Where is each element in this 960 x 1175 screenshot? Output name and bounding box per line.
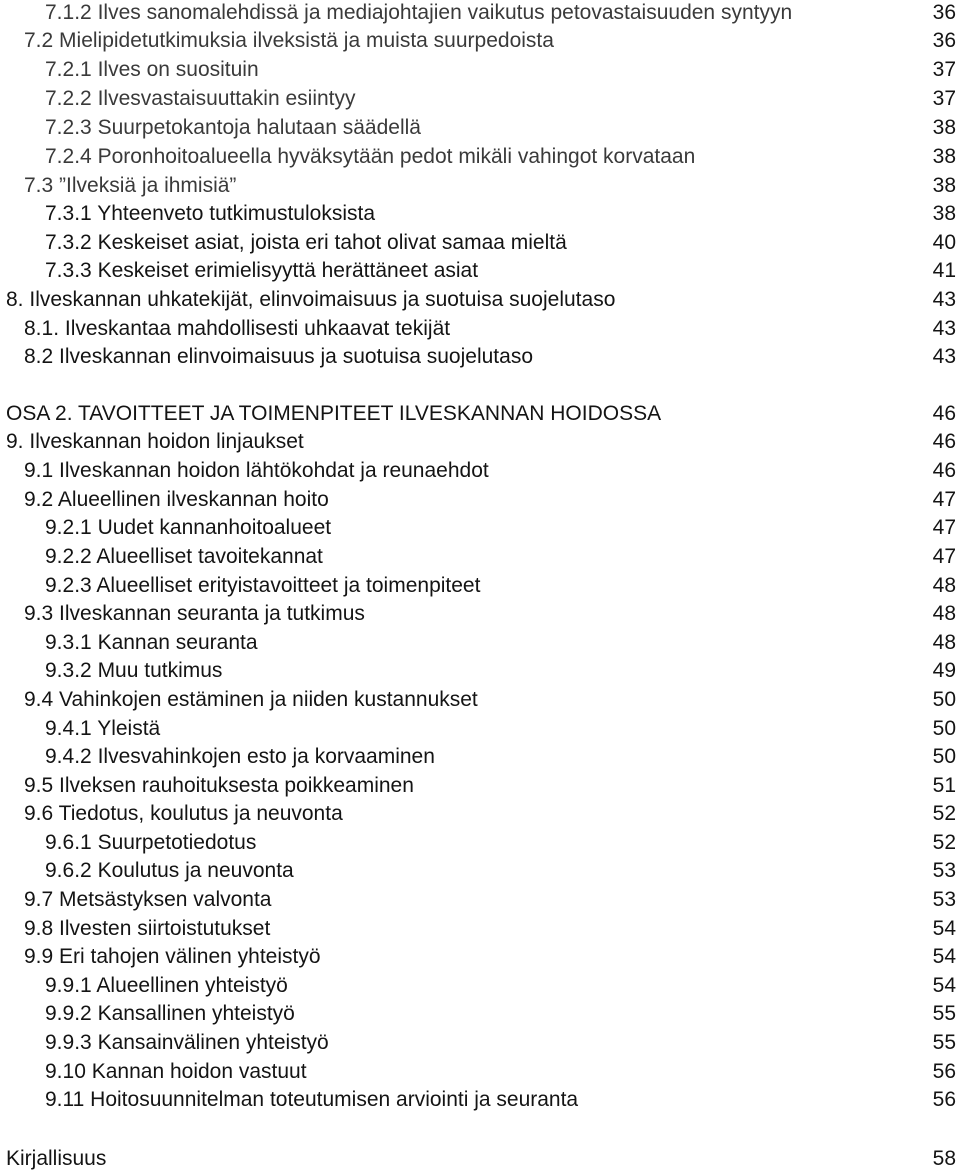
toc-page-number: 56 [932, 1088, 956, 1111]
toc-entry-label: 9.2 Alueellinen ilveskannan hoito [24, 488, 329, 511]
toc-entry-7-2-4[interactable] [0, 143, 956, 171]
toc-entry-9-3-2[interactable] [0, 657, 956, 685]
toc-page-number: 54 [932, 917, 956, 940]
toc-entry-label: 9.11 Hoitosuunnitelman toteutumisen arviointi ja seuranta [45, 1088, 579, 1111]
toc-entry-label: 9.1 Ilveskannan hoidon lähtökohdat ja reunaehdot [24, 459, 489, 482]
toc-page-number: 38 [932, 174, 956, 197]
toc-page-number: 48 [932, 602, 956, 625]
toc-entry-label: 9.4.2 Ilvesvahinkojen esto ja korvaaminen [45, 745, 435, 768]
toc-entry-label: 9.2.1 Uudet kannanhoitoalueet [45, 516, 332, 539]
toc-entry-7-3-2[interactable] [0, 229, 956, 257]
toc-page-number: 49 [932, 659, 956, 682]
toc-entry-label: 9.3.2 Muu tutkimus [45, 659, 223, 682]
toc-entry-8-2[interactable] [0, 343, 956, 371]
toc-entry-9-7[interactable] [0, 886, 956, 914]
toc-entry-label: 9.8 Ilvesten siirtoistutukset [24, 917, 271, 940]
toc-entry-label: 7.2.4 Poronhoitoalueella hyväksytään pedot mikäli vahingot korvataan [45, 145, 696, 168]
toc-entry-9-3[interactable] [0, 600, 956, 628]
toc-entry-9-10[interactable] [0, 1058, 956, 1086]
toc-page-number: 58 [932, 1147, 956, 1170]
toc-entry-9[interactable] [0, 428, 956, 456]
toc-page-number: 47 [932, 516, 956, 539]
toc-entry-label: 9.9.1 Alueellinen yhteistyö [45, 974, 288, 997]
toc-entry-label: OSA 2. TAVOITTEET JA TOIMENPITEET ILVESKANNAN HOIDOSSA [6, 402, 662, 425]
toc-page-number: 37 [932, 58, 956, 81]
toc-page-number: 56 [932, 1060, 956, 1083]
toc-entry-9-2-2[interactable] [0, 543, 956, 571]
toc-page-number: 43 [932, 345, 956, 368]
toc-page-number: 43 [932, 288, 956, 311]
toc-page-number: 48 [932, 631, 956, 654]
toc-entry-7-2-1[interactable] [0, 56, 956, 84]
toc-entry-label: 9.6 Tiedotus, koulutus ja neuvonta [24, 802, 343, 825]
toc-page-number: 50 [932, 717, 956, 740]
toc-entry-9-5[interactable] [0, 772, 956, 800]
toc-entry-7-2-3[interactable] [0, 114, 956, 142]
toc-entry-9-6-2[interactable] [0, 857, 956, 885]
toc-page-number: 54 [932, 974, 956, 997]
toc-entry-9-2-3[interactable] [0, 572, 956, 600]
toc-entry-label: 9.7 Metsästyksen valvonta [24, 888, 272, 911]
toc-entry-label: 9.6.1 Suurpetotiedotus [45, 831, 257, 854]
toc-entry-7-1-2[interactable] [0, 0, 956, 27]
toc-entry-label: 7.2.1 Ilves on suosituin [45, 58, 259, 81]
toc-entry-label: 9.3.1 Kannan seuranta [45, 631, 258, 654]
toc-page-number: 54 [932, 945, 956, 968]
toc-entry-label: 8.1. Ilveskantaa mahdollisesti uhkaavat tekijät [24, 317, 451, 340]
toc-page-number: 40 [932, 231, 956, 254]
toc-entry-label: 9.9 Eri tahojen välinen yhteistyö [24, 945, 321, 968]
toc-entry-7-3-3[interactable] [0, 257, 956, 285]
toc-page-number: 38 [932, 202, 956, 225]
toc-entry-kirjallisuus[interactable] [0, 1145, 956, 1173]
toc-page-number: 38 [932, 116, 956, 139]
toc-entry-label: 9.6.2 Koulutus ja neuvonta [45, 859, 294, 882]
toc-entry-9-6-1[interactable] [0, 829, 956, 857]
toc-entry-osa-2[interactable] [0, 400, 956, 428]
toc-entry-label: 9.5 Ilveksen rauhoituksesta poikkeaminen [24, 774, 414, 797]
toc-entry-9-1[interactable] [0, 457, 956, 485]
toc-entry-9-2[interactable] [0, 486, 956, 514]
toc-entry-9-8[interactable] [0, 915, 956, 943]
toc-entry-label: 9.2.3 Alueelliset erityistavoitteet ja toimenpiteet [45, 574, 481, 597]
toc-entry-label: 9.4 Vahinkojen estäminen ja niiden kustannukset [24, 688, 478, 711]
toc-page-number: 52 [932, 831, 956, 854]
toc-entry-9-11[interactable] [0, 1086, 956, 1114]
toc-entry-9-2-1[interactable] [0, 514, 956, 542]
toc-entry-7-3-1[interactable] [0, 200, 956, 228]
toc-page-number: 36 [932, 29, 956, 52]
toc-entry-9-4-1[interactable] [0, 715, 956, 743]
toc-entry-label: 7.3.1 Yhteenveto tutkimustuloksista [45, 202, 375, 225]
toc-entry-label: Kirjallisuus [6, 1147, 107, 1170]
toc-entry-9-3-1[interactable] [0, 629, 956, 657]
toc-entry-label: 7.2.2 Ilvesvastaisuuttakin esiintyy [45, 87, 356, 110]
toc-entry-label: 9.9.2 Kansallinen yhteistyö [45, 1002, 295, 1025]
toc-page-number: 52 [932, 802, 956, 825]
toc-entry-7-3[interactable] [0, 172, 956, 200]
toc-page-number: 55 [932, 1002, 956, 1025]
toc-entry-label: 7.2.3 Suurpetokantoja halutaan säädellä [45, 116, 421, 139]
toc-entry-label: 8. Ilveskannan uhkatekijät, elinvoimaisuus ja suotuisa suojelutaso [6, 288, 616, 311]
toc-entry-label: 7.3 ”Ilveksiä ja ihmisiä” [24, 174, 237, 197]
toc-entry-8[interactable] [0, 286, 956, 314]
toc-page-number: 47 [932, 488, 956, 511]
toc-page-number: 51 [932, 774, 956, 797]
toc-page-number: 47 [932, 545, 956, 568]
toc-entry-label: 9.9.3 Kansainvälinen yhteistyö [45, 1031, 329, 1054]
toc-entry-label: 9.2.2 Alueelliset tavoitekannat [45, 545, 323, 568]
toc-entry-label: 9. Ilveskannan hoidon linjaukset [6, 430, 304, 453]
toc-entry-label: 9.10 Kannan hoidon vastuut [45, 1060, 307, 1083]
toc-entry-9-6[interactable] [0, 800, 956, 828]
toc-page-number: 46 [932, 459, 956, 482]
toc-page-number: 53 [932, 859, 956, 882]
toc-page-number: 37 [932, 87, 956, 110]
toc-entry-label: 7.2 Mielipidetutkimuksia ilveksistä ja muista suurpedoista [24, 29, 554, 52]
toc-page-number: 43 [932, 317, 956, 340]
toc-entry-7-2-2[interactable] [0, 85, 956, 113]
toc-page-number: 41 [932, 259, 956, 282]
toc-page-number: 38 [932, 145, 956, 168]
toc-entry-label: 7.3.3 Keskeiset erimielisyyttä herättäneet asiat [45, 259, 479, 282]
toc-page-number: 50 [932, 688, 956, 711]
toc-entry-9-9-1[interactable] [0, 972, 956, 1000]
toc-page-number: 36 [932, 1, 956, 24]
toc-entry-label: 9.3 Ilveskannan seuranta ja tutkimus [24, 602, 365, 625]
toc-entry-9-4-2[interactable] [0, 743, 956, 771]
toc-page-number: 46 [932, 402, 956, 425]
toc-entry-label: 7.1.2 Ilves sanomalehdissä ja mediajohtajien vaikutus petovastaisuuden syntyyn [45, 1, 793, 24]
toc-entry-9-9[interactable] [0, 943, 956, 971]
toc-entry-8-1[interactable] [0, 315, 956, 343]
toc-entry-label: 7.3.2 Keskeiset asiat, joista eri tahot olivat samaa mieltä [45, 231, 567, 254]
toc-entry-7-2[interactable] [0, 27, 956, 55]
toc-entry-label: 9.4.1 Yleistä [45, 717, 161, 740]
toc-entry-9-9-3[interactable] [0, 1029, 956, 1057]
toc-page-number: 53 [932, 888, 956, 911]
toc-page-number: 55 [932, 1031, 956, 1054]
toc-entry-9-9-2[interactable] [0, 1000, 956, 1028]
toc-entry-9-4[interactable] [0, 686, 956, 714]
toc-page-number: 46 [932, 430, 956, 453]
toc-entry-label: 8.2 Ilveskannan elinvoimaisuus ja suotuisa suojelutaso [24, 345, 533, 368]
toc-page-number: 50 [932, 745, 956, 768]
toc-page-number: 48 [932, 574, 956, 597]
